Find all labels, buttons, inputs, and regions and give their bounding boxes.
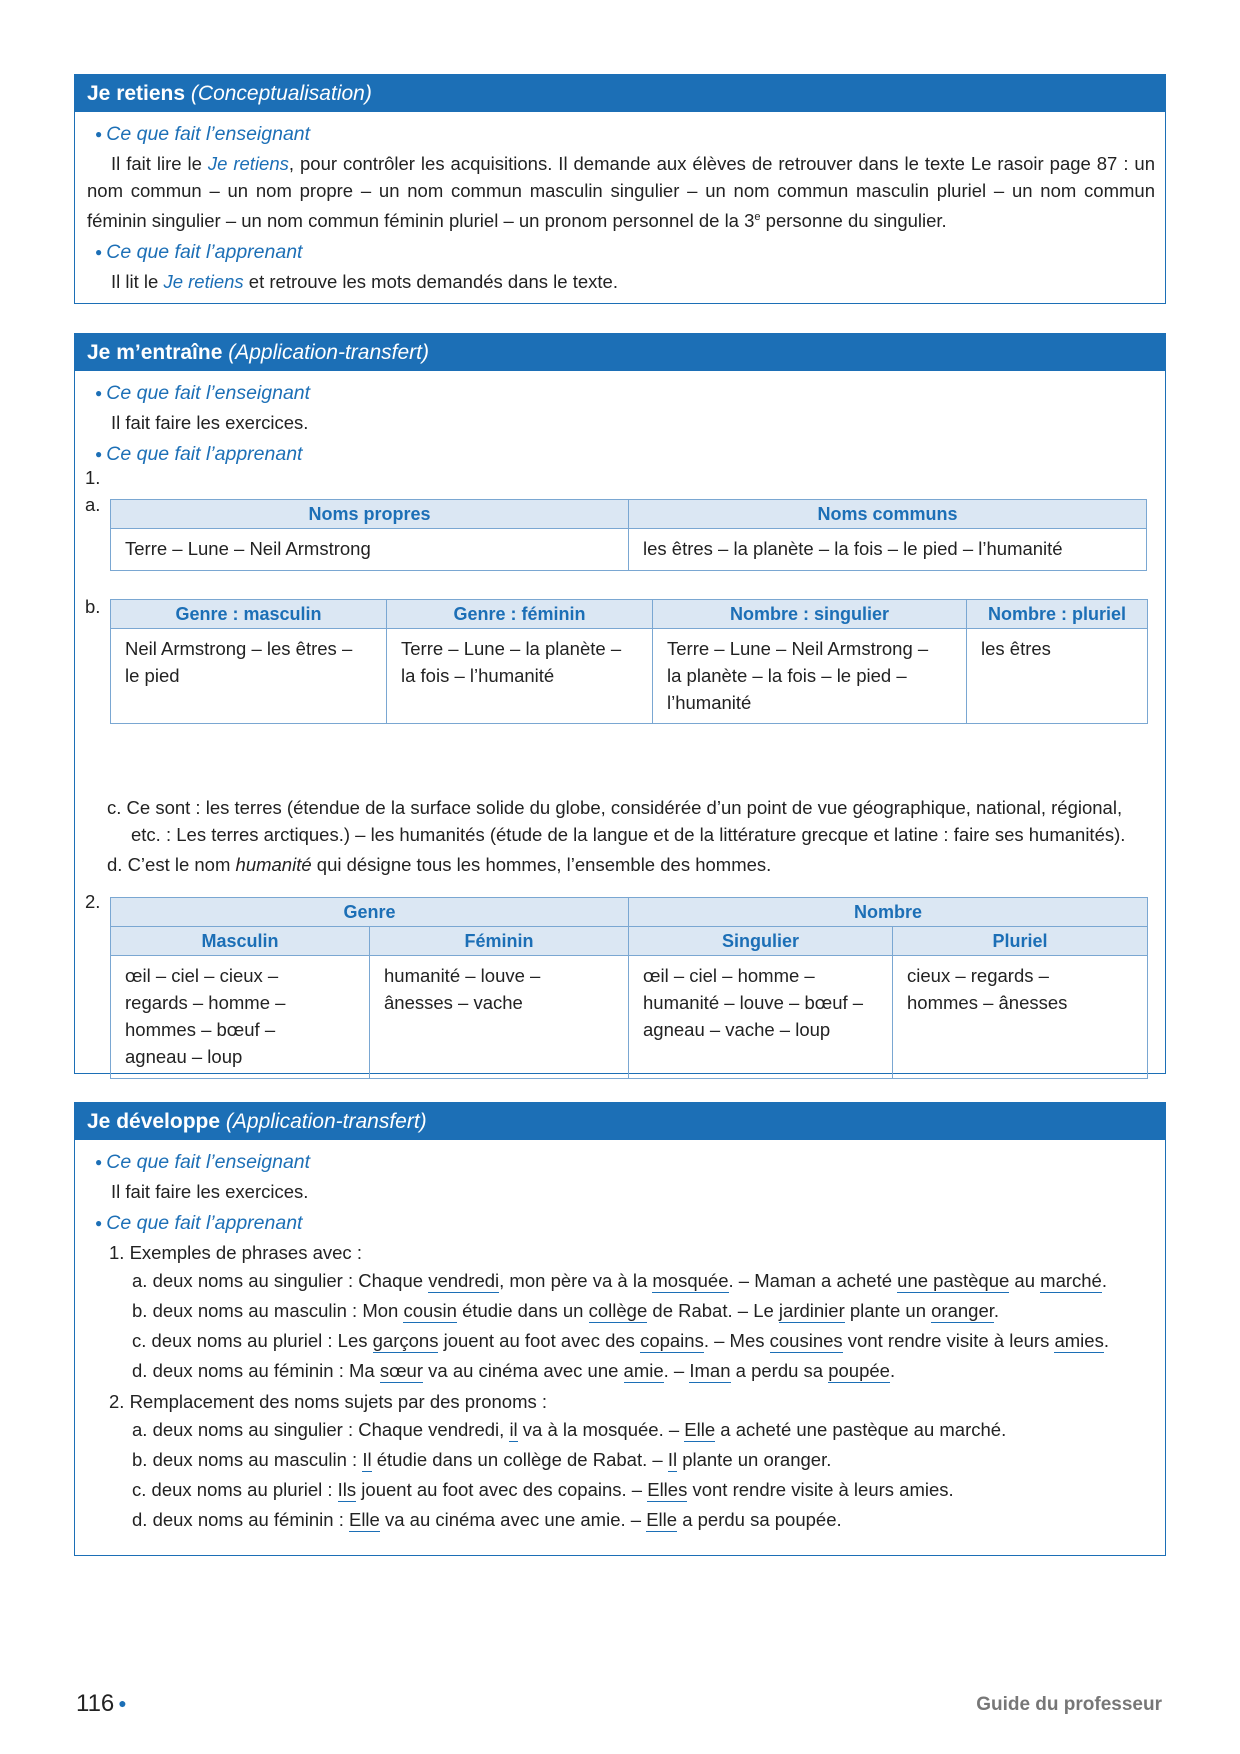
pronoun-line: [132, 1445, 1155, 1475]
table-header: Masculin: [111, 927, 370, 956]
text-run: , pour contrôler les acquisitions. Il demande aux élèves de retrouver dans le texte Le rasoir page 87 : un nom commun – un nom propre – un nom commun masculin singulier – un nom commun masculin pluriel – un nom commun féminin singulier – un nom commun féminin pluriel – un pronom personnel de la 3: [87, 153, 1155, 232]
pronoun-line: [132, 1505, 1155, 1535]
table-header: Genre : féminin: [387, 600, 653, 629]
underlined-pronoun: Elle: [684, 1419, 716, 1440]
teacher-paragraph: Il fait faire les exercices.: [111, 1181, 309, 1202]
text-run: d. deux noms au féminin :: [132, 1509, 349, 1530]
text-run: b. deux noms au masculin : Mon: [132, 1300, 404, 1321]
cell-line: œil – ciel – homme –: [643, 965, 815, 986]
text-run: qui désigne tous les hommes, l’ensemble des hommes.: [311, 854, 772, 875]
table-header: Pluriel: [893, 927, 1148, 956]
section-subtitle: (Application-transfert): [228, 341, 429, 364]
gender-number-table: [110, 599, 1148, 724]
text-run: b. deux noms au masculin :: [132, 1449, 363, 1470]
cell-line: regards – homme –: [125, 992, 286, 1013]
underlined-noun: copains: [640, 1330, 704, 1351]
table-header: Nombre : pluriel: [967, 600, 1148, 629]
book-title: Guide du professeur: [976, 1694, 1162, 1715]
cell-line: la planète – la fois – le pied –: [667, 665, 907, 686]
cell-line: les êtres: [981, 638, 1051, 659]
learner-paragraph: [111, 268, 1155, 295]
underlined-pronoun: il: [509, 1419, 518, 1440]
part-b-label: b.: [85, 596, 101, 617]
cell-line: humanité – louve –: [384, 965, 541, 986]
cell-line: hommes – ânesses: [907, 992, 1068, 1013]
text-run: au: [1009, 1270, 1041, 1291]
text-run: a. deux noms au singulier : Chaque vendredi,: [132, 1419, 510, 1440]
section-je-retiens: [74, 74, 1166, 304]
pronoun-line: [132, 1475, 1155, 1505]
part-c-line2: etc. : Les terres arctiques.) – les humanités (étude de la langue et de la littérature grecque et latine : faire ses humanités).: [131, 824, 1126, 845]
underlined-noun: Iman: [689, 1360, 731, 1381]
section-je-developpe: [74, 1102, 1166, 1556]
section-je-mentraine: [74, 333, 1166, 1074]
cell-line: agneau – loup: [125, 1046, 243, 1067]
table-header: Genre : masculin: [111, 600, 387, 629]
pronoun-line: [132, 1415, 1155, 1445]
superscript: e: [754, 211, 761, 223]
section-title: Je retiens: [87, 82, 186, 105]
text-run: .: [1103, 1330, 1109, 1351]
section-subtitle: (Application-transfert): [225, 1110, 427, 1133]
table-group-header: Nombre: [629, 898, 1148, 927]
teacher-label: Ce que fait l’enseignant: [106, 382, 311, 404]
genre-nombre-table: [110, 897, 1148, 1079]
text-run: jouent au foot avec des copains. –: [356, 1479, 648, 1500]
text-run: étudie dans un: [456, 1300, 589, 1321]
emphasis: Je retiens: [207, 153, 289, 174]
cell-line: humanité – louve – bœuf –: [643, 992, 864, 1013]
underlined-noun: mosquée: [652, 1270, 729, 1291]
cell-line: Terre – Lune – la planète –: [401, 638, 622, 659]
example-line: [132, 1356, 1155, 1386]
bullet-icon: ●: [95, 1216, 103, 1230]
table-cell: les êtres – la planète – la fois – le pied – l’humanité: [629, 529, 1147, 571]
table-header: Singulier: [629, 927, 893, 956]
table-cell: [111, 956, 370, 1079]
cell-line: Neil Armstrong – les êtres –: [125, 638, 353, 659]
text-run: et retrouve les mots demandés dans le texte.: [243, 271, 618, 293]
learner-label: Ce que fait l’apprenant: [106, 241, 303, 264]
section-subtitle: (Conceptualisation): [190, 82, 372, 105]
learner-heading: [95, 1209, 1155, 1237]
part-d-paragraph: [107, 852, 771, 878]
underlined-pronoun: Ils: [337, 1479, 357, 1500]
table-cell: Terre – Lune – Neil Armstrong: [111, 529, 629, 571]
section-title: Je m’entraîne: [87, 341, 223, 364]
teacher-label: Ce que fait l’enseignant: [106, 123, 311, 145]
section-header: [75, 75, 1165, 112]
teacher-label: Ce que fait l’enseignant: [106, 1151, 311, 1173]
text-run: . – Mes: [703, 1330, 770, 1351]
table-cell: [967, 629, 1148, 724]
table-group-header: Genre: [111, 898, 629, 927]
cell-line: hommes – bœuf –: [125, 1019, 276, 1040]
cell-line: cieux – regards –: [907, 965, 1049, 986]
underlined-noun: oranger: [931, 1300, 994, 1321]
underlined-noun: une pastèque: [897, 1270, 1010, 1291]
nouns-proper-common-table: [110, 499, 1147, 571]
text-run: plante un: [844, 1300, 932, 1321]
cell-line: œil – ciel – cieux –: [125, 965, 279, 986]
text-run: c. deux noms au pluriel : Les: [132, 1330, 373, 1351]
underlined-pronoun: Il: [362, 1449, 372, 1470]
emphasis: Je retiens: [163, 271, 244, 293]
cell-line: le pied: [125, 665, 180, 686]
text-run: Il lit le: [111, 271, 164, 293]
text-run: a acheté une pastèque au marché.: [715, 1419, 1007, 1440]
underlined-noun: poupée: [828, 1360, 890, 1381]
underlined-pronoun: Elle: [348, 1509, 380, 1530]
text-run: a. deux noms au singulier : Chaque: [132, 1270, 429, 1291]
example-line: [132, 1326, 1155, 1356]
bullet-icon: ●: [95, 127, 103, 141]
cell-line: l’humanité: [667, 692, 752, 713]
emphasis: humanité: [235, 854, 312, 875]
text-run: a perdu sa poupée.: [677, 1509, 842, 1530]
cell-line: la fois – l’humanité: [401, 665, 555, 686]
underlined-pronoun: Il: [667, 1449, 678, 1470]
text-run: Il fait lire le: [111, 153, 208, 174]
text-run: d. C’est le nom: [107, 854, 236, 875]
example-line: [132, 1296, 1155, 1326]
text-run: personne du singulier.: [760, 210, 947, 232]
learner-label: Ce que fait l’apprenant: [106, 443, 303, 465]
text-run: de Rabat. – Le: [647, 1300, 779, 1321]
text-run: vont rendre visite à leurs: [842, 1330, 1055, 1351]
section-title: Je développe: [87, 1110, 221, 1133]
text-run: vont rendre visite à leurs amies.: [687, 1479, 954, 1500]
text-run: étudie dans un collège de Rabat. –: [371, 1449, 668, 1470]
table-header: Noms communs: [629, 500, 1147, 529]
cell-line: Terre – Lune – Neil Armstrong –: [667, 638, 929, 659]
bullet-icon: ●: [95, 1155, 103, 1169]
text-run: plante un oranger.: [677, 1449, 832, 1470]
exercise-2-title: 2. Remplacement des noms sujets par des pronoms :: [109, 1391, 548, 1412]
bullet-icon: ●: [95, 386, 103, 400]
underlined-noun: sœur: [379, 1360, 423, 1381]
table-header: Nombre : singulier: [653, 600, 967, 629]
text-run: va à la mosquée. –: [517, 1419, 685, 1440]
bullet-icon: ●: [95, 447, 103, 461]
teacher-heading: [95, 379, 1147, 407]
cell-line: ânesses – vache: [384, 992, 523, 1013]
text-run: jouent au foot avec des: [438, 1330, 641, 1351]
text-run: va au cinéma avec une amie. –: [379, 1509, 647, 1530]
text-run: . –: [663, 1360, 690, 1381]
text-run: . – Maman a acheté: [728, 1270, 898, 1291]
underlined-noun: vendredi: [428, 1270, 500, 1291]
cell-line: agneau – vache – loup: [643, 1019, 831, 1040]
exercise-2-label: 2.: [85, 891, 101, 912]
teacher-heading: [95, 1148, 1155, 1176]
example-line: [132, 1266, 1155, 1296]
underlined-noun: cousines: [769, 1330, 843, 1351]
underlined-pronoun: Elles: [647, 1479, 688, 1500]
text-run: va au cinéma avec une: [423, 1360, 624, 1381]
text-run: , mon père va à la: [499, 1270, 653, 1291]
table-cell: [111, 629, 387, 724]
table-cell: [387, 629, 653, 724]
learner-label: Ce que fait l’apprenant: [106, 1212, 303, 1234]
section-header: [75, 1103, 1165, 1140]
table-header: Noms propres: [111, 500, 629, 529]
text-run: .: [889, 1360, 896, 1381]
underlined-noun: collège: [588, 1300, 648, 1321]
table-cell: [370, 956, 629, 1079]
learner-heading: [95, 238, 1155, 266]
underlined-noun: jardinier: [778, 1300, 845, 1321]
underlined-noun: marché: [1040, 1270, 1102, 1291]
text-run: d. deux noms au féminin : Ma: [132, 1360, 380, 1381]
page-number: [76, 1690, 127, 1718]
bullet-icon: ●: [95, 245, 103, 260]
exercise-1-title: 1. Exemples de phrases avec :: [109, 1242, 362, 1263]
table-cell: [653, 629, 967, 724]
exercise-1-label: 1.: [85, 467, 101, 488]
teacher-heading: [95, 120, 1155, 148]
teacher-paragraph: [87, 150, 1155, 234]
underlined-pronoun: Elle: [646, 1509, 678, 1530]
table-cell: [629, 956, 893, 1079]
section-header: [75, 334, 1165, 371]
table-cell: [893, 956, 1148, 1079]
learner-heading: [95, 440, 1147, 468]
part-c-line1: c. Ce sont : les terres (étendue de la surface solide du globe, considérée d’un point de vue géographique, national, régional,: [107, 797, 1123, 818]
table-header: Féminin: [370, 927, 629, 956]
page-number-text: 116: [76, 1690, 115, 1717]
teacher-paragraph: Il fait faire les exercices.: [111, 412, 309, 433]
part-a-label: a.: [85, 494, 101, 515]
underlined-noun: amies: [1054, 1330, 1104, 1351]
text-run: .: [1101, 1270, 1107, 1291]
underlined-noun: garçons: [372, 1330, 439, 1351]
text-run: c. deux noms au pluriel :: [132, 1479, 338, 1500]
text-run: .: [993, 1300, 1000, 1321]
bullet-icon: ●: [118, 1695, 127, 1711]
text-run: a perdu sa: [730, 1360, 829, 1381]
underlined-noun: amie: [623, 1360, 664, 1381]
underlined-noun: cousin: [403, 1300, 457, 1321]
